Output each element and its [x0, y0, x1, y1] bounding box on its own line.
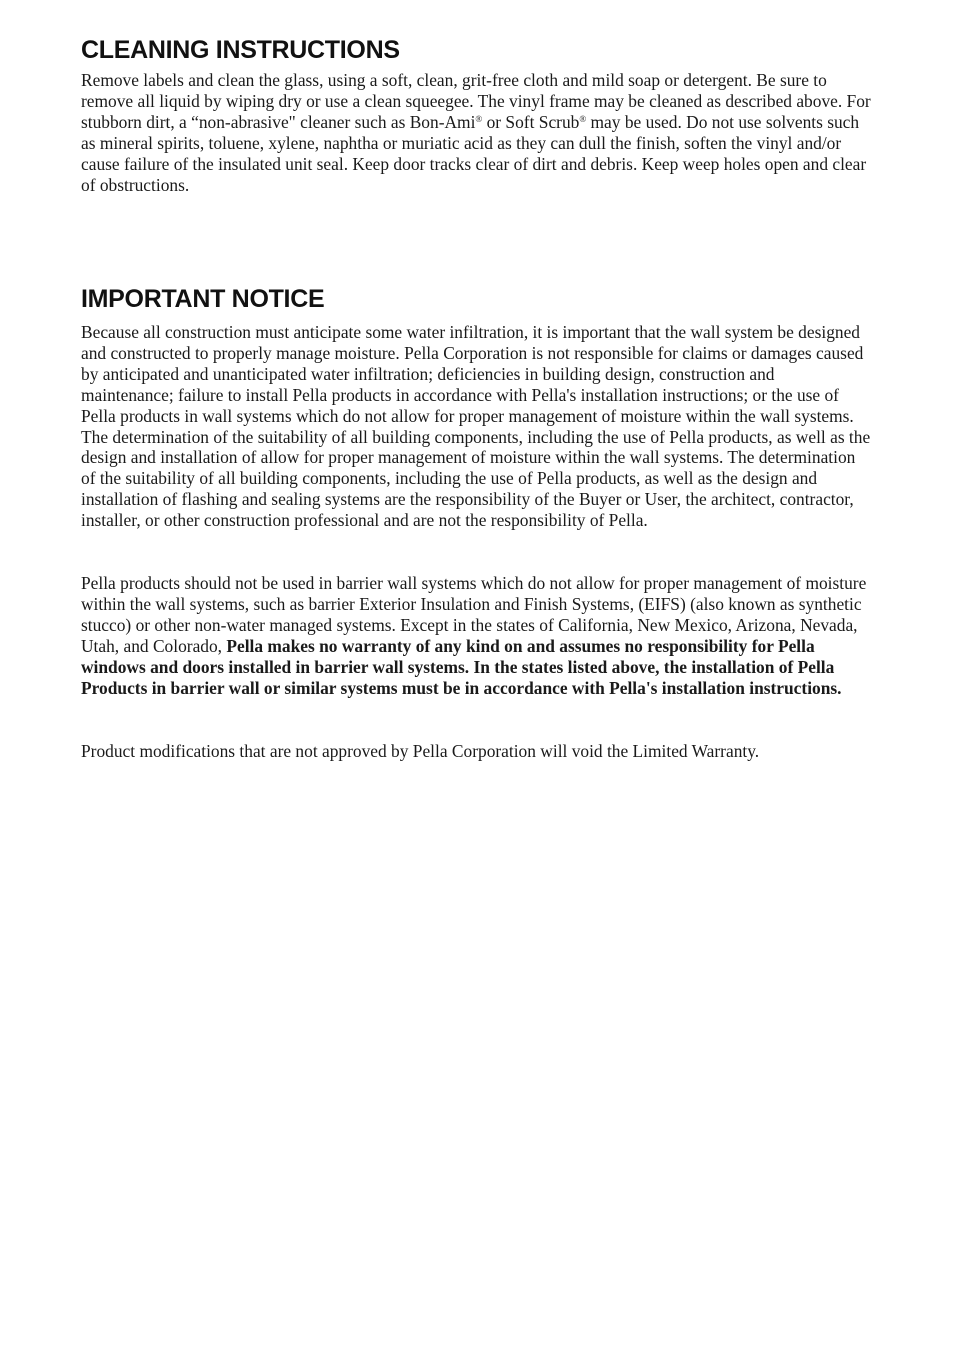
- cleaning-instructions-text: [81, 70, 871, 195]
- cleaning-instructions-heading: CLEANING INSTRUCTIONS: [81, 36, 400, 64]
- notice-paragraph-2-bold: Pella makes no warranty of any kind on and assumes no responsibility for Pella windows and doors installed in barrier wall systems. In the states listed above, the installation of Pella Products in barrier wall or similar systems must be in accordance with Pella's installation instructions.: [81, 635, 842, 698]
- cleaning-text-part1: Remove labels and clean the glass, using a soft, clean, grit-free cloth and mild soap or detergent. Be sure to remove all liquid by wiping dry or use a clean squeegee. The vinyl frame may be cleaned as described above. For stubborn dirt, a “non-abrasive" cleaner such as Bon-Ami: [81, 70, 871, 132]
- cleaning-text-part2: or Soft Scrub: [482, 111, 580, 132]
- notice-paragraph-2: [81, 573, 871, 698]
- registered-mark: ®: [475, 113, 483, 124]
- notice-paragraph-1: Because all construction must anticipate some water infiltration, it is important that the wall system be designed and constructed to properly manage moisture. Pella Corporation is not responsible for claims or damages caused by anticipated and unanticipated water infiltration; deficiencies in building design, construction and maintenance; failure to install Pella products in accordance with Pella's installation instructions; or the use of Pella products in wall systems which do not allow for proper management of moisture within the wall systems. The determination of the suitability of all building components, including the use of Pella products, as well as the design and installation of allow for proper management of moisture within the wall systems. The determination of the suitability of all building components, including the use of Pella products, as well as the design and installation of flashing and sealing systems are the responsibility of the Buyer or User, the architect, contractor, installer, or other construction professional and are not the responsibility of Pella.: [81, 322, 871, 531]
- notice-paragraph-3: Product modifications that are not approved by Pella Corporation will void the Limited Warranty.: [81, 741, 760, 761]
- important-notice-heading: IMPORTANT NOTICE: [81, 285, 325, 313]
- cleaning-text-part3: may be used. Do not use solvents such as mineral spirits, toluene, xylene, naphtha or muriatic acid as they can dull the finish, soften the vinyl and/or cause failure of the insulated unit seal. Keep door tracks clear of dirt and debris. Keep weep holes open and clear of obstructions.: [81, 111, 867, 195]
- registered-mark: ®: [579, 113, 587, 124]
- notice-paragraph-2-normal: Pella products should not be used in barrier wall systems which do not allow for proper management of moisture within the wall systems, such as barrier Exterior Insulation and Finish Systems, (EIFS) (also known as synthetic stucco) or other non-water managed systems. Except in the states of California, New Mexico, Arizona, Nevada, Utah, and Colorado,: [81, 573, 867, 656]
